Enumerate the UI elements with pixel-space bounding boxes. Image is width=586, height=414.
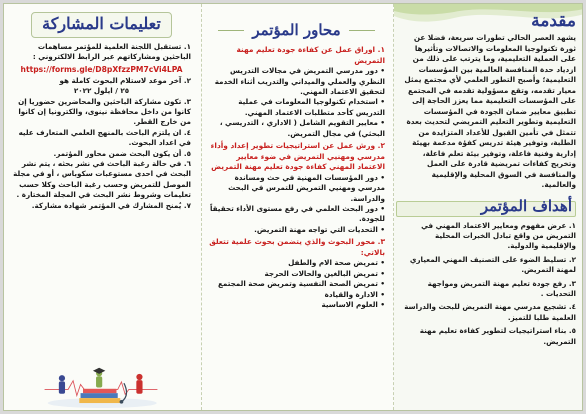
instruction-item: ٦. في حالة رغبة الباحث في نشر بحثه ، يتم نشر البحث في احدى مستوعبات سكوباس ، أو في مجلة الموصل للتمريض وحسب رغبة الباحث وكلا حسب تعليمات وشروط نشر البحث في المجلة المختارة .	[13, 159, 191, 200]
axis2-list	[208, 173, 385, 235]
goal-item: ٤. تشجيع مدرسي مهنة التمريض للبحث والدراسة العلمية طلبا للتميز.	[404, 302, 576, 322]
brochure	[3, 3, 583, 411]
instructions-title-box	[31, 12, 172, 38]
registration-link[interactable]: https://forms.gle/D8pXfzzPM7cVi4LPA	[20, 64, 183, 74]
intro-title: مقدمة	[531, 11, 576, 31]
goal-item: ٣. رفع جودة تعليم مهنة التمريض ومواجهة التحديات .	[427, 278, 576, 298]
right-column	[394, 4, 583, 410]
instruction-item: ٧. يُمنح المشارك في المؤتمر شهادة مشاركة.	[31, 200, 191, 210]
instructions-list	[12, 42, 191, 63]
axis3-title: ٣. محور البحوث والذي يتضمن بحوث علمية تتعلق بالاتي:	[209, 237, 385, 257]
goals-title: أهداف المؤتمر	[480, 196, 572, 215]
axis2-item: • دور البحث العلمي في رفع مستوى الأداء تحقيقاً للجودة.	[209, 204, 385, 224]
axes-heading	[208, 20, 385, 39]
axis2-title: ٢. ورش عمل عن استراتيجيات تطوير إعداد وأداء مدرسي ومهنيي التمريض في ضوء معايير الاعتماد المهني كفاءة جودة تعليم مهنة التمريض	[210, 141, 385, 172]
instruction-item: ٤. ان يلتزم الباحث بالمنهج العلمي المتعارف عليه في اعداد البحوث.	[18, 127, 191, 148]
instruction-item: ٣. تكون مشاركة الباحثين والمحاضرين حضوريا إن كانوا من داخل محافظة نينوى، والكترونيا إن كانوا من خارج القطر.	[18, 96, 191, 127]
axes-title: محاور المؤتمر	[244, 21, 348, 39]
instruction-item: ٥. أن يكون البحث ضمن محاور المؤتمر.	[53, 148, 191, 158]
axis2-item: • التحديات التي تواجه مهنة التمريض.	[254, 224, 385, 234]
axis1-item: • معايير التقويم الشامل ( الاداري ، التدريسي ، البحثي) في مجال التمريض.	[219, 118, 385, 138]
goal-item: ١. عرض مفهوم ومعايير الاعتماد المهني في التمريض من واقع تبادل الخبرات المحلية والإقليمية والدولية.	[421, 220, 576, 251]
middle-column	[201, 4, 394, 410]
goal-item: ٢. تسليط الضوء على التصنيف المهني المعياري لمهنة التمريض.	[409, 254, 576, 275]
instruction-text: ٢. آخر موعد لاستلام البحوث كاملة هو	[59, 75, 191, 85]
axis1-list	[208, 66, 385, 139]
axis1-title: ١. اوراق عمل عن كفاءة جودة تعليم مهنة التمريض	[236, 45, 385, 65]
axis1-item: • استخدام تكنولوجيا المعلومات في عملية التدريس كأحد متطلبات الاعتماد المهني.	[238, 97, 385, 117]
axis2-item: • دور المؤسسات المهنية في حث ومساندة مدرسي ومهنيي التمريض للتمرس في البحث والدراسة.	[228, 172, 385, 203]
goals-heading	[400, 197, 576, 217]
instruction-item	[12, 76, 191, 97]
goals-list	[400, 221, 576, 347]
axis3-list	[208, 258, 385, 310]
instruction-item: ١. تستقبل اللجنة العلمية للمؤتمر مساهمات الباحثين ومشاركاتهم عبر الرابط الالكتروني :	[32, 42, 191, 62]
axis3-item: • العلوم الاساسية	[321, 300, 385, 310]
axis3-item: • تمريض الصحة النفسية وتمريض صحة المجتمع	[217, 279, 385, 289]
axis3-item: • تمريض صحة الام والطفل	[288, 258, 385, 268]
deadline-date: ٢٥ / ايلول ٢٠٢٢	[73, 86, 130, 96]
axis3-item: • تمريض البالغين والحالات الحرجة	[264, 268, 385, 278]
instructions-title: تعليمات المشاركة	[42, 14, 161, 33]
instructions-heading	[12, 12, 191, 42]
instructions-list-2	[12, 76, 191, 211]
axis1-item: • دور مدرسي التمريض في مجالات التدريس النظري والعملي والميداني والتدريب أثناء الخدمة لتحقيق الاعتماد المهني.	[214, 66, 385, 96]
axis3-item: • الادارة والقيادة	[324, 289, 385, 299]
intro-text: يشهد العصر الحالي تطورات سريعة، فضلا عن ثورة تكنولوجيا المعلومات والاتصالات وتأثيرها على العملية التعليمية، وما يترتب على ذلك من ازدياد حدة المنافسة العالمية بين المؤسسات التعليمية؛ وأصبح التطور العلمي لأي مجتمع يمثل معيار تقدمه، وتقع مسؤولية تقدمه في المجتمع على المؤسسات التعليمية مما يعزز الحاجة إلى تطبيق معايير ضمان الجودة في المؤسسات التعليمية وتطوير التعليم التمريضي لتحديث بعدة تتمثل في تأمين القبول للأعداد المتزايدة من الطلبة، وتوفير هيئة تدريس كفؤة مدعمة بهيئة إدارية وفنية فاعلة، وتوفير بيئة تعلم فاعلة، وتخريج كفاءات تمريضية قادرة على العمل والمنافسة في السوق المحلية والإقليمية والعالمية.	[404, 33, 576, 189]
medical-education-illustration	[6, 346, 196, 408]
goal-item: ٥. بناء استراتيجيات لتطوير كفاءة تعليم مهنة التمريض.	[419, 326, 576, 346]
